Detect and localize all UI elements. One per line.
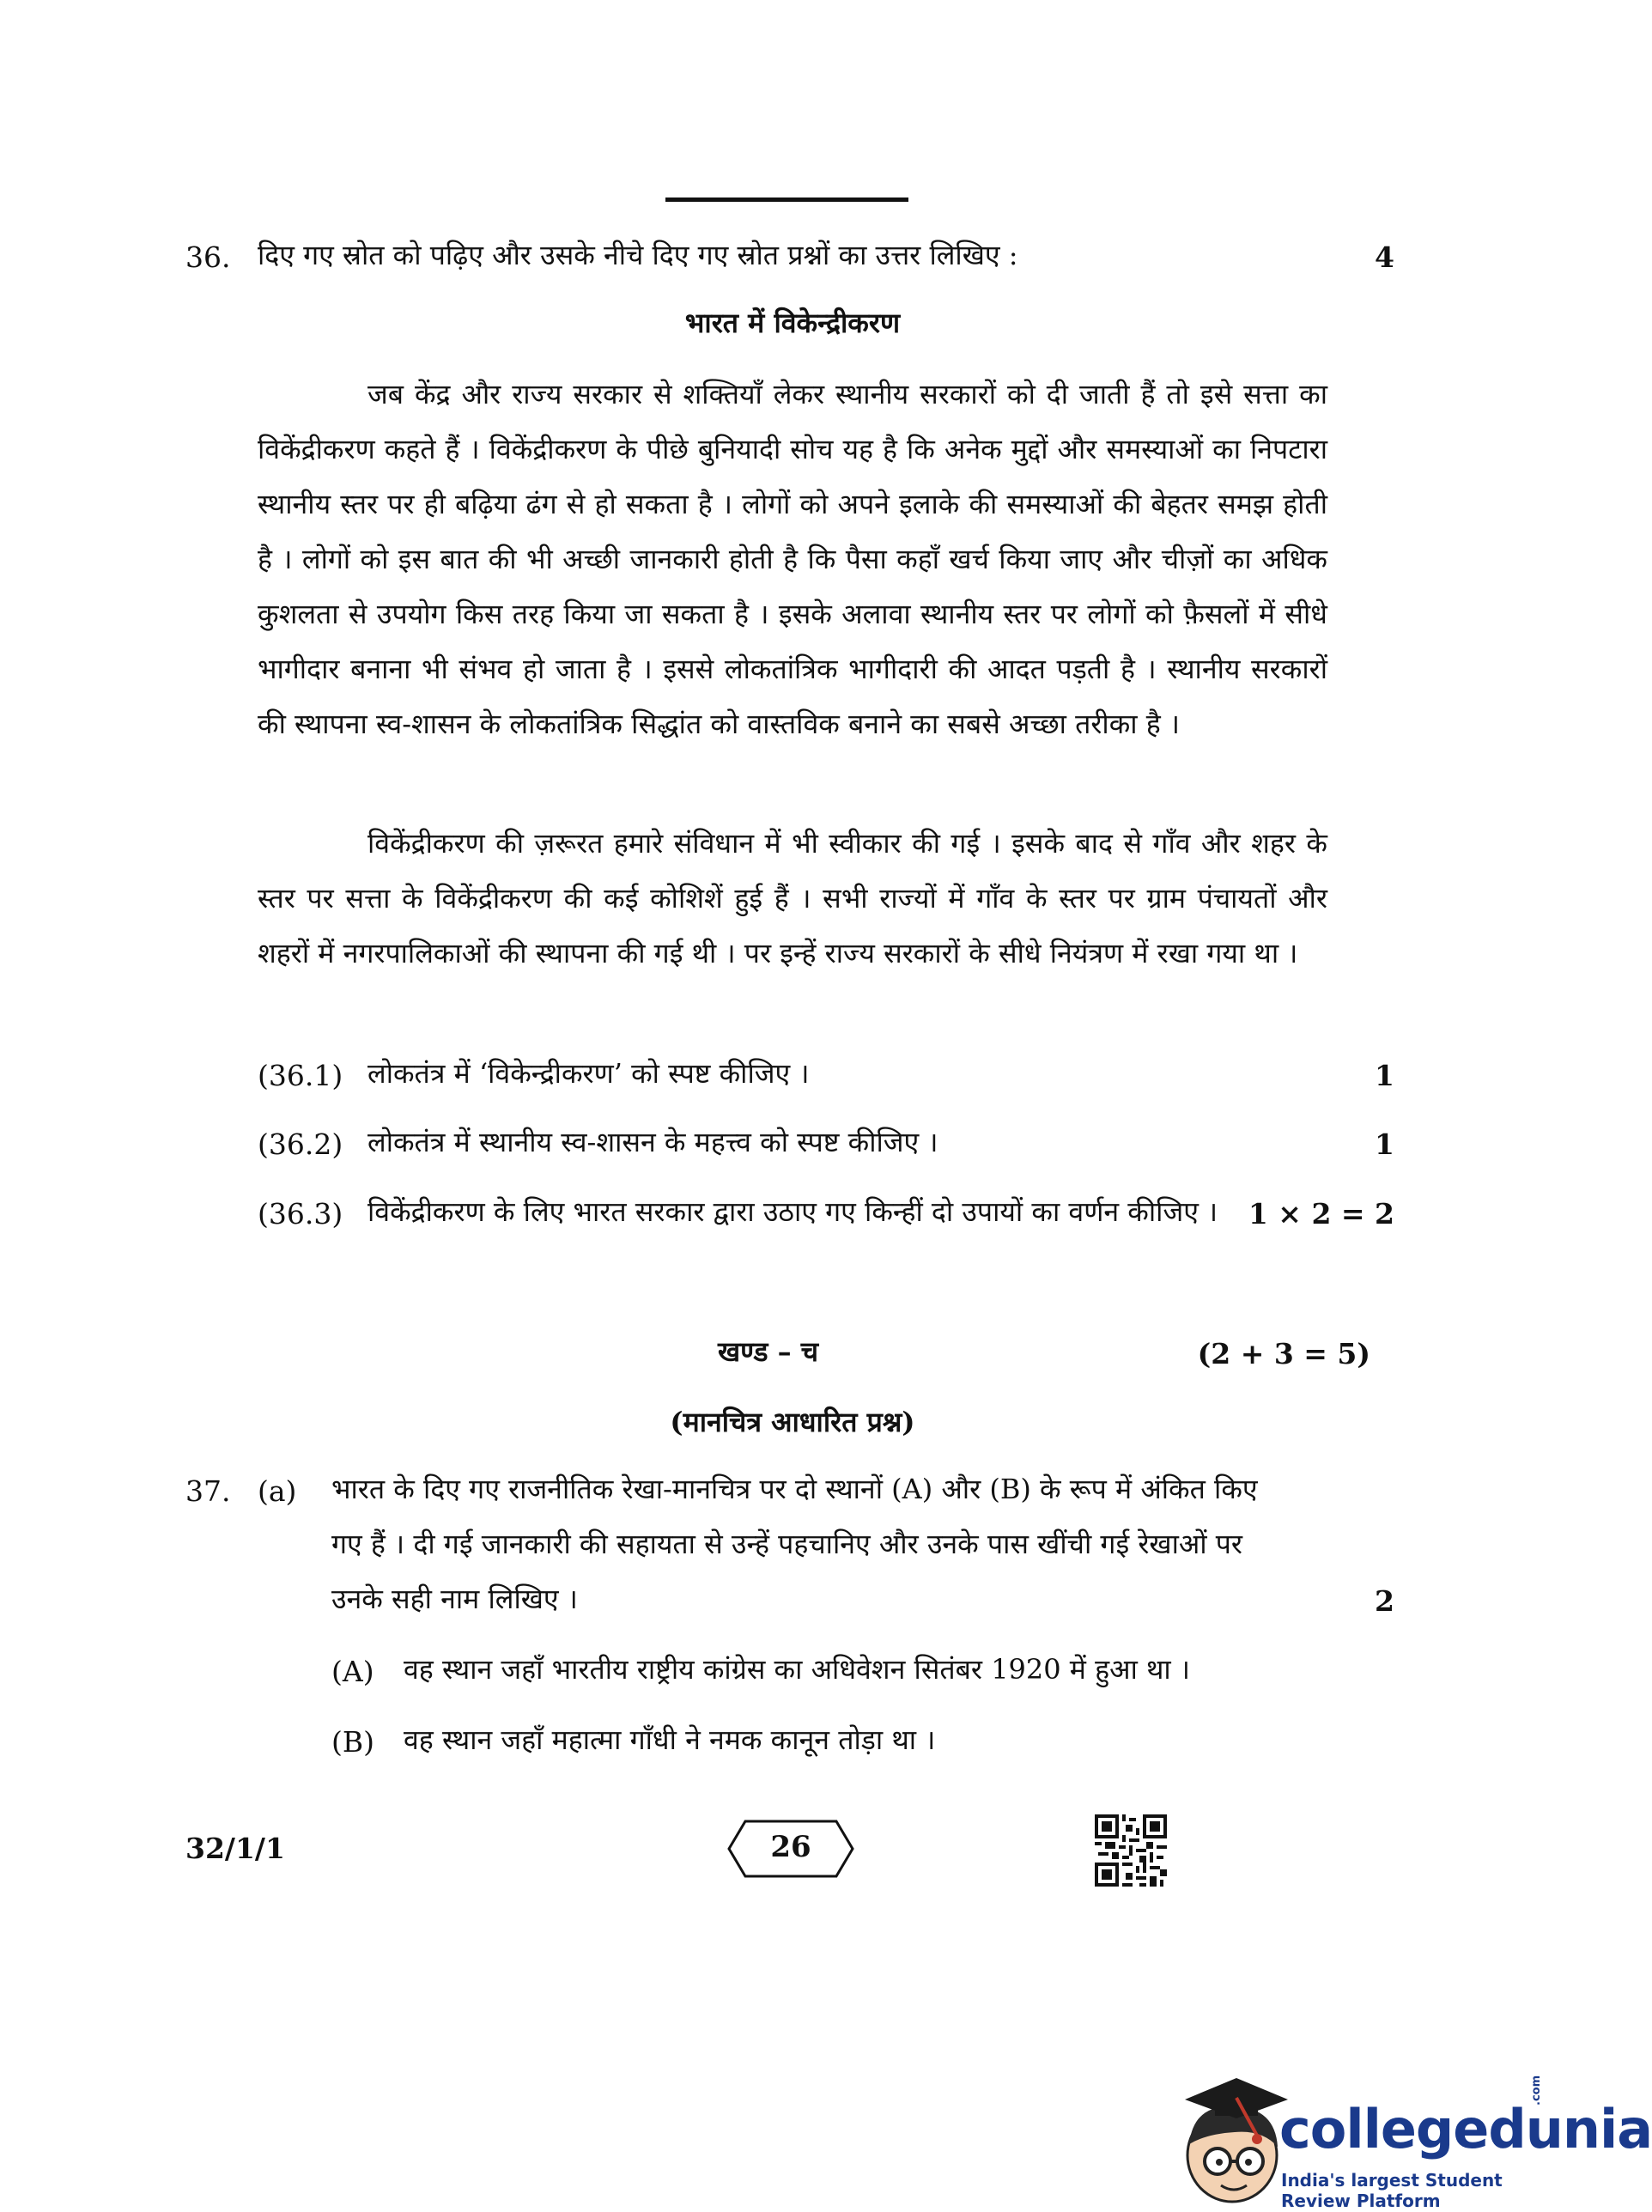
subquestion-text: विकेंद्रीकरण के लिए भारत सरकार द्वारा उठाए गए किन्हीं दो उपायों का वर्णन कीजिए ।	[367, 1195, 1218, 1228]
qr-code-icon	[1095, 1814, 1167, 1887]
subquestion-number: (36.2)	[258, 1127, 343, 1161]
source-paragraph-2: विकेंद्रीकरण की ज़रूरत हमारे संविधान में भी स्वीकार की गई । इसके बाद से गाँव और शहर के स्तर पर सत्ता के विकेंद्रीकरण की कई कोशिशें हुई हैं । सभी राज्यों में गाँव के स्तर पर ग्राम पंचायतों और शहरों में नगरपालिकाओं की स्थापना की गई थी । पर इन्हें राज्य सरकारों के सीधे नियंत्रण में रखा गया था ।	[258, 827, 1327, 969]
question-prompt: दिए गए स्रोत को पढ़िए और उसके नीचे दिए गए स्रोत प्रश्नों का उत्तर लिखिए :	[258, 239, 1018, 271]
section-marks: (2 + 3 = 5)	[1197, 1337, 1370, 1370]
option-text: वह स्थान जहाँ भारतीय राष्ट्रीय कांग्रेस का अधिवेशन सितंबर 1920 में हुआ था ।	[404, 1653, 1191, 1686]
question-number: 36.	[185, 240, 231, 274]
subquestion-text: लोकतंत्र में ‘विकेन्द्रीकरण’ को स्पष्ट कीजिए ।	[367, 1057, 810, 1090]
question-line: गए हैं । दी गई जानकारी की सहायता से उन्हें पहचानिए और उनके पास खींची गई रेखाओं पर	[331, 1528, 1243, 1560]
watermark-brand: collegedunia	[1279, 2098, 1652, 2160]
question-line: भारत के दिए गए राजनीतिक रेखा-मानचित्र पर दो स्थानों (A) और (B) के रूप में अंकित किए	[331, 1473, 1258, 1505]
watermark-tagline: India's largest Student Review Platform	[1281, 2170, 1503, 2211]
subquestion-number: (36.3)	[258, 1197, 343, 1231]
paper-code: 32/1/1	[185, 1832, 285, 1865]
section-title: खण्ड – च	[718, 1335, 819, 1368]
question-line: उनके सही नाम लिखिए ।	[331, 1583, 578, 1615]
watermark-suffix: .com	[1530, 2075, 1543, 2106]
page-number: 26	[770, 1830, 811, 1864]
option-label: (A)	[331, 1655, 374, 1688]
source-title: भारत में विकेन्द्रीकरण	[684, 307, 901, 339]
option-text: वह स्थान जहाँ महात्मा गाँधी ने नमक कानून तोड़ा था ।	[404, 1723, 936, 1756]
section-subtitle: (मानचित्र आधारित प्रश्न)	[670, 1406, 915, 1438]
source-paragraph-1: जब केंद्र और राज्य सरकार से शक्तियाँ लेकर स्थानीय सरकारों को दी जाती हैं तो इसे सत्ता का विकेंद्रीकरण कहते हैं । विकेंद्रीकरण के पीछे बुनियादी सोच यह है कि अनेक मुद्दों और समस्याओं का निपटारा स्थानीय स्तर पर ही बढ़िया ढंग से हो सकता है । लोगों को अपने इलाके की समस्याओं की बेहतर समझ होती है । लोगों को इस बात की भी अच्छी जानकारी होती है कि पैसा कहाँ खर्च किया जाए और चीज़ों का अधिक कुशलता से उपयोग किस तरह किया जा सकता है । इसके अलावा स्थानीय स्तर पर लोगों को फ़ैसलों में सीधे भागीदार बनाना भी संभव हो जाता है । इससे लोकतांत्रिक भागीदारी की आदत पड़ती है । स्थानीय सरकारों की स्थापना स्व-शासन के लोकतांत्रिक सिद्धांत को वास्तविक बनाने का सबसे अच्छा तरीका है ।	[258, 378, 1327, 740]
subquestion-marks: 1	[1375, 1059, 1394, 1092]
question-marks: 2	[1375, 1584, 1394, 1618]
subquestion-marks: 1 × 2 = 2	[1248, 1197, 1394, 1231]
question-marks: 4	[1375, 240, 1394, 274]
top-rule	[665, 198, 908, 202]
subquestion-number: (36.1)	[258, 1059, 343, 1092]
subquestion-marks: 1	[1375, 1127, 1394, 1161]
option-label: (B)	[331, 1725, 374, 1759]
question-part: (a)	[258, 1474, 297, 1508]
question-number: 37.	[185, 1474, 231, 1508]
subquestion-text: लोकतंत्र में स्थानीय स्व-शासन के महत्त्व को स्पष्ट कीजिए ।	[367, 1126, 938, 1158]
